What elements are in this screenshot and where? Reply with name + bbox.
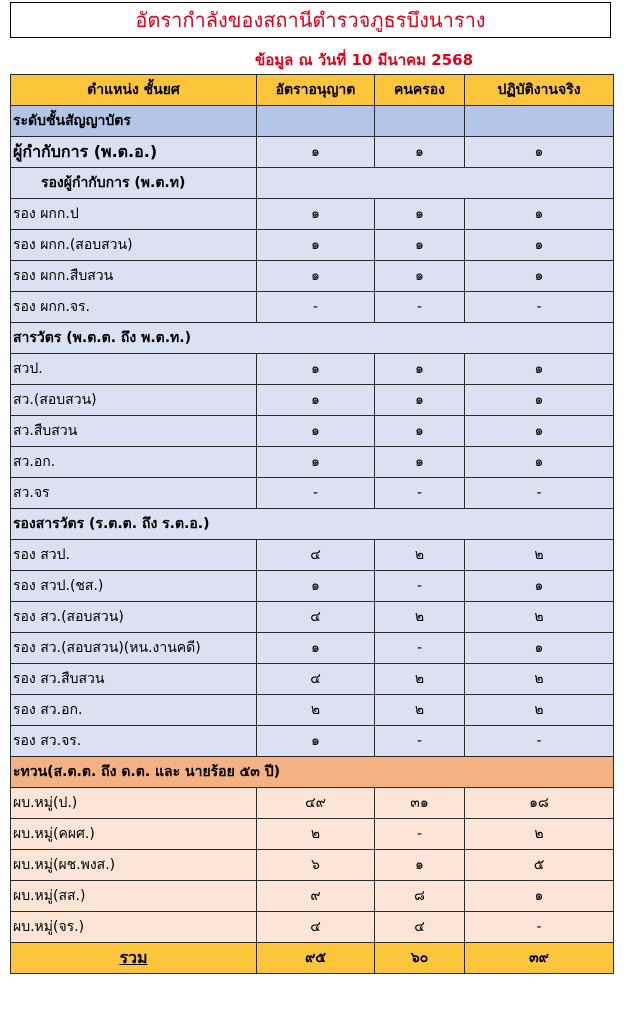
- cell-actual: ๑: [465, 447, 614, 478]
- cell-occupied: ๑: [375, 385, 465, 416]
- page-title: อัตรากำลังของสถานีตำรวจภูธรบึงนาราง: [135, 8, 486, 32]
- cell-actual: ๑๘: [465, 788, 614, 819]
- cell-authorized: ๑: [257, 261, 375, 292]
- table-row: [11, 447, 614, 478]
- cell-actual: ๑: [465, 261, 614, 292]
- total-occupied: ๖๐: [375, 943, 465, 974]
- row-label: รอง สว.(สอบสวน)(หน.งานคดี): [11, 633, 257, 664]
- table-row: [11, 912, 614, 943]
- cell-occupied: ๘: [375, 881, 465, 912]
- cell-authorized: ๔: [257, 912, 375, 943]
- cell-occupied: -: [375, 292, 465, 323]
- row-label: สว.อก.: [11, 447, 257, 478]
- cell-occupied: ๑: [375, 354, 465, 385]
- section-title: สารวัตร (พ.ต.ต. ถึง พ.ต.ท.): [11, 323, 614, 354]
- cell-actual: ๑: [465, 881, 614, 912]
- cell-actual: ๒: [465, 602, 614, 633]
- table-row: [11, 726, 614, 757]
- header-authorized: อัตราอนุญาต: [257, 75, 375, 106]
- row-label: สว.(สอบสวน): [11, 385, 257, 416]
- title-box: [10, 2, 611, 38]
- header-occupied: คนครอง: [375, 75, 465, 106]
- cell-occupied: -: [375, 819, 465, 850]
- section-row: [11, 757, 614, 788]
- cell-occupied: ๑: [375, 416, 465, 447]
- section-title: รองสารวัตร (ร.ต.ต. ถึง ร.ต.อ.): [11, 509, 614, 540]
- cell-actual: ๕: [465, 850, 614, 881]
- staffing-table: [10, 74, 614, 974]
- table-row: [11, 292, 614, 323]
- row-label: รอง ผกก.จร.: [11, 292, 257, 323]
- section-title: ระดับชั้นสัญญาบัตร: [11, 106, 257, 137]
- header-row: [11, 75, 614, 106]
- table-row: [11, 664, 614, 695]
- table-row: [11, 819, 614, 850]
- row-label: รอง สว.(สอบสวน): [11, 602, 257, 633]
- cell-occupied: -: [375, 726, 465, 757]
- cell-occupied: ๒: [375, 540, 465, 571]
- total-authorized: ๙๕: [257, 943, 375, 974]
- cell-occupied: ๑: [375, 230, 465, 261]
- cell-occupied: ๒: [375, 695, 465, 726]
- cell-authorized: ๑: [257, 633, 375, 664]
- cell-authorized: -: [257, 292, 375, 323]
- row-label: ผบ.หมู่(จร.): [11, 912, 257, 943]
- cell-actual: -: [465, 726, 614, 757]
- cell-authorized: ๑: [257, 230, 375, 261]
- row-label: รอง สว.จร.: [11, 726, 257, 757]
- cell-authorized: ๔: [257, 602, 375, 633]
- cell-occupied: ๑: [375, 261, 465, 292]
- cell-authorized: ๑: [257, 447, 375, 478]
- section-title: ะทวน(ส.ต.ต. ถึง ด.ต. และ นายร้อย ๕๓ ปี): [11, 757, 614, 788]
- cell-actual: ๑: [465, 633, 614, 664]
- cell-authorized: ๙: [257, 881, 375, 912]
- cell-authorized: ๔: [257, 540, 375, 571]
- cell-actual: ๑: [465, 354, 614, 385]
- cell-occupied: -: [375, 633, 465, 664]
- total-actual: ๓๙: [465, 943, 614, 974]
- cell-authorized: ๖: [257, 850, 375, 881]
- cell-occupied: -: [375, 478, 465, 509]
- cell-actual: ๑: [465, 571, 614, 602]
- row-label: ผบ.หมู่(สส.): [11, 881, 257, 912]
- table-row: [11, 168, 614, 199]
- table-row: [11, 416, 614, 447]
- table-row: [11, 385, 614, 416]
- section-row: [11, 323, 614, 354]
- row-label: รอง ผกก.ป: [11, 199, 257, 230]
- cell-authorized: ๑: [257, 385, 375, 416]
- cell-authorized: ๔: [257, 664, 375, 695]
- row-label: รอง ผกก.สืบสวน: [11, 261, 257, 292]
- table-row: [11, 695, 614, 726]
- table-row: [11, 478, 614, 509]
- cell-occupied: ๑: [375, 137, 465, 168]
- cell-authorized: ๑: [257, 416, 375, 447]
- cell-actual: -: [465, 912, 614, 943]
- cell-authorized: ๑: [257, 354, 375, 385]
- table-row: [11, 540, 614, 571]
- cell-authorized: ๑: [257, 571, 375, 602]
- table-row: [11, 850, 614, 881]
- header-actual: ปฏิบัติงานจริง: [465, 75, 614, 106]
- cell-actual: ๒: [465, 819, 614, 850]
- cell-actual: ๑: [465, 199, 614, 230]
- row-label: ผบ.หมู่(คผศ.): [11, 819, 257, 850]
- row-label: ผู้กำกับการ (พ.ต.อ.): [11, 137, 257, 168]
- cell-actual: -: [465, 292, 614, 323]
- cell-authorized: ๒: [257, 695, 375, 726]
- cell-occupied: -: [375, 571, 465, 602]
- row-label: ผบ.หมู่(ป.): [11, 788, 257, 819]
- cell-occupied: ๑: [375, 447, 465, 478]
- table-row: [11, 199, 614, 230]
- total-label: [11, 943, 257, 974]
- row-label: รอง สวป.(ชส.): [11, 571, 257, 602]
- cell-occupied: ๑: [375, 850, 465, 881]
- row-label: รอง สว.อก.: [11, 695, 257, 726]
- cell-authorized: ๑: [257, 137, 375, 168]
- table-row: [11, 261, 614, 292]
- cell-actual: ๒: [465, 664, 614, 695]
- table-row: [11, 633, 614, 664]
- row-label: สวป.: [11, 354, 257, 385]
- cell-actual: ๑: [465, 385, 614, 416]
- table-row: [11, 230, 614, 261]
- total-row: [11, 943, 614, 974]
- table-row: [11, 788, 614, 819]
- row-label: รอง ผกก.(สอบสวน): [11, 230, 257, 261]
- data-date: ข้อมูล ณ วันที่ 10 มีนาคม 2568: [255, 51, 474, 69]
- row-label: รองผู้กำกับการ (พ.ต.ท): [11, 168, 257, 199]
- cell-authorized: -: [257, 478, 375, 509]
- cell-actual: ๒: [465, 540, 614, 571]
- table-row: [11, 881, 614, 912]
- section-row: [11, 509, 614, 540]
- row-label: สว.สืบสวน: [11, 416, 257, 447]
- table-row: [11, 602, 614, 633]
- table-row: [11, 137, 614, 168]
- cell-occupied: ๒: [375, 664, 465, 695]
- cell-actual: ๒: [465, 695, 614, 726]
- table-row: [11, 571, 614, 602]
- row-label: รอง สว.สืบสวน: [11, 664, 257, 695]
- cell-occupied: ๔: [375, 912, 465, 943]
- cell-actual: ๑: [465, 230, 614, 261]
- cell-actual: ๑: [465, 137, 614, 168]
- cell-authorized: ๒: [257, 819, 375, 850]
- table-row: [11, 354, 614, 385]
- cell-actual: ๑: [465, 416, 614, 447]
- row-label: ผบ.หมู่(ผช.พงส.): [11, 850, 257, 881]
- row-label: สว.จร: [11, 478, 257, 509]
- row-label: รอง สวป.: [11, 540, 257, 571]
- cell-actual: -: [465, 478, 614, 509]
- cell-authorized: ๑: [257, 199, 375, 230]
- cell-occupied: ๓๑: [375, 788, 465, 819]
- section-row: [11, 106, 614, 137]
- cell-occupied: ๒: [375, 602, 465, 633]
- header-position: ตำแหน่ง ชั้นยศ: [11, 75, 257, 106]
- total-label-text: รวม: [119, 947, 148, 967]
- cell-authorized: ๔๙: [257, 788, 375, 819]
- cell-occupied: ๑: [375, 199, 465, 230]
- cell-authorized: ๑: [257, 726, 375, 757]
